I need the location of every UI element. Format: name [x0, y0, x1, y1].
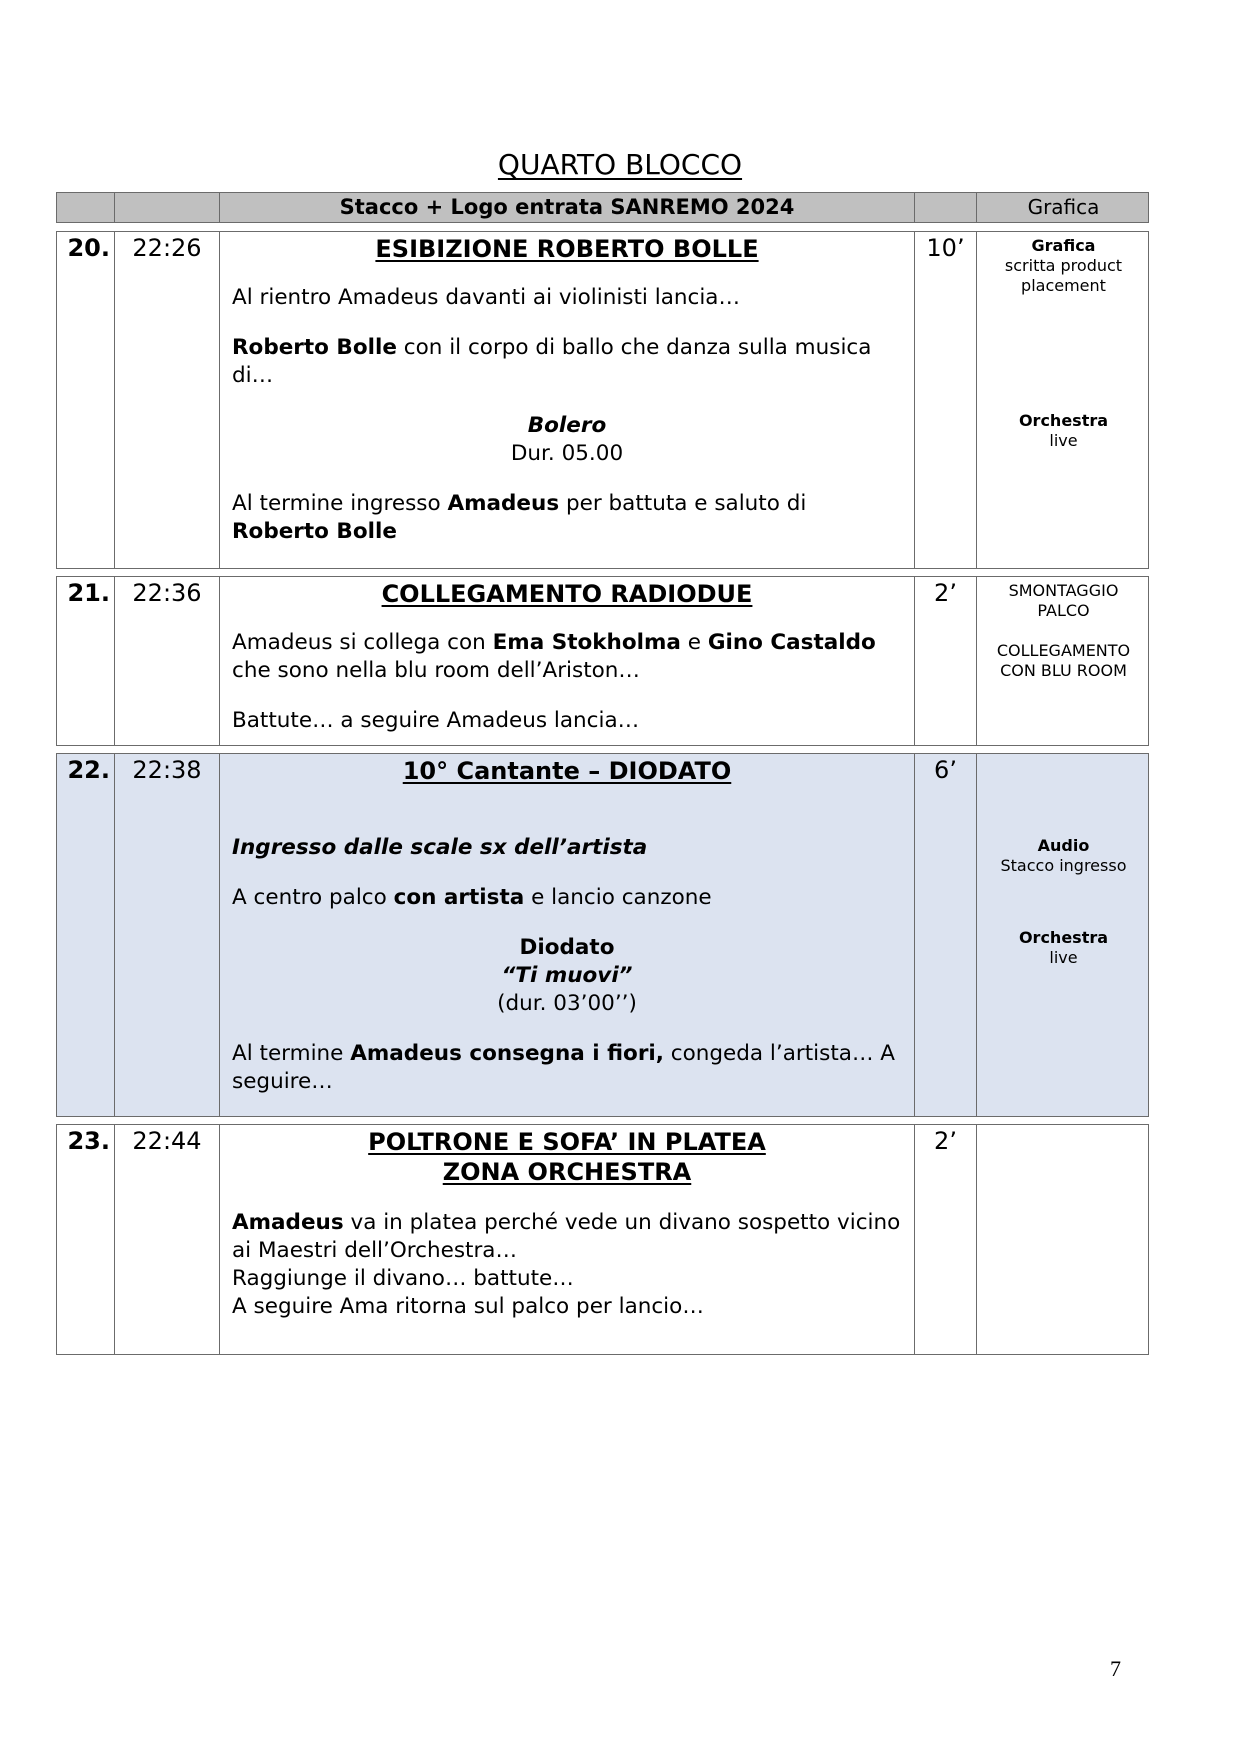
- text: con il corpo di ballo che danza sulla musica di…: [232, 335, 872, 388]
- text: che sono nella blu room dell’Ariston…: [232, 658, 640, 683]
- note-text: scritta product placement: [1004, 256, 1123, 295]
- row-content: [220, 577, 915, 745]
- row-notes: [977, 754, 1150, 1116]
- row-heading: ESIBIZIONE ROBERTO BOLLE: [375, 235, 759, 263]
- guest-name: Gino Castaldo: [707, 630, 876, 655]
- row-line: [232, 629, 902, 685]
- row-duration: 2’: [915, 1125, 977, 1354]
- row-line: [232, 1040, 902, 1096]
- row-notes: [977, 1125, 1150, 1354]
- song-title: Bolero: [527, 413, 607, 438]
- note-label: Audio: [1037, 836, 1090, 855]
- table-row: [56, 1124, 1149, 1355]
- text: Al termine: [232, 1041, 351, 1066]
- row-line: Al rientro Amadeus davanti ai violinisti lancia…: [232, 285, 740, 310]
- row-content: [220, 232, 915, 568]
- song-duration: Dur. 05.00: [510, 441, 624, 466]
- text: va in platea perché vede un divano sospetto vicino ai Maestri dell’Orchestra…: [232, 1210, 901, 1263]
- text-bold: Amadeus consegna i fiori,: [350, 1041, 664, 1066]
- row-heading-line2: ZONA ORCHESTRA: [442, 1158, 692, 1186]
- row-content: [220, 1125, 915, 1354]
- row-notes: [977, 577, 1150, 745]
- note-label: Orchestra: [1018, 411, 1109, 430]
- text: per battuta e saluto di: [559, 491, 807, 516]
- text: e lancio canzone: [524, 885, 712, 910]
- page-number: 7: [1110, 1656, 1121, 1681]
- note-text: SMONTAGGIO PALCO: [1008, 581, 1119, 620]
- table-row: [56, 576, 1149, 746]
- note-label: Orchestra: [1018, 928, 1109, 947]
- row-line: Ingresso dalle scale sx dell’artista: [232, 835, 648, 860]
- note-text: COLLEGAMENTO CON BLU ROOM: [996, 641, 1131, 680]
- row-duration: 10’: [915, 232, 977, 568]
- header-cell-main: Stacco + Logo entrata SANREMO 2024: [220, 193, 915, 222]
- guest-name: Ema Stokholma: [492, 630, 681, 655]
- row-number: 21.: [57, 577, 115, 745]
- text: Al termine ingresso: [232, 491, 448, 516]
- row-number: 22.: [57, 754, 115, 1116]
- header-cell-duration: [915, 193, 977, 222]
- note-text: live: [1049, 431, 1078, 450]
- artist-name: Diodato: [519, 935, 615, 960]
- row-line: A seguire Ama ritorna sul palco per lancio…: [232, 1294, 704, 1319]
- header-row: [56, 192, 1149, 223]
- row-number: 23.: [57, 1125, 115, 1354]
- table-row: [56, 753, 1149, 1117]
- host-name: Amadeus: [447, 491, 560, 516]
- text-bold: con artista: [393, 885, 525, 910]
- note-text: live: [1049, 948, 1078, 967]
- text: congeda l’artista… A seguire…: [232, 1041, 895, 1094]
- row-line: [232, 334, 902, 390]
- header-cell-notes: Grafica: [1027, 195, 1100, 219]
- row-heading: COLLEGAMENTO RADIODUE: [381, 580, 753, 608]
- row-heading: POLTRONE E SOFA’ IN PLATEA: [368, 1128, 766, 1156]
- row-content: [220, 754, 915, 1116]
- row-line: [232, 884, 902, 912]
- performer-name: Roberto Bolle: [232, 335, 397, 360]
- song-title: “Ti muovi”: [501, 963, 633, 988]
- row-duration: 6’: [915, 754, 977, 1116]
- row-time: 22:44: [115, 1125, 220, 1354]
- row-number: 20.: [57, 232, 115, 568]
- text: A centro palco: [232, 885, 394, 910]
- note-label: Grafica: [1031, 236, 1096, 255]
- host-name: Amadeus: [232, 1210, 344, 1235]
- performer-name: Roberto Bolle: [232, 519, 397, 544]
- text: e: [680, 630, 708, 655]
- row-time: 22:38: [115, 754, 220, 1116]
- row-time: 22:36: [115, 577, 220, 745]
- row-time: 22:26: [115, 232, 220, 568]
- song-duration: (dur. 03’00’’): [497, 991, 637, 1016]
- row-line: [232, 1209, 902, 1265]
- note-text: Stacco ingresso: [1000, 856, 1127, 875]
- text: Amadeus si collega con: [232, 630, 493, 655]
- row-line: Battute… a seguire Amadeus lancia…: [232, 708, 640, 733]
- header-cell-time: [115, 193, 220, 222]
- row-notes: [977, 232, 1150, 568]
- row-duration: 2’: [915, 577, 977, 745]
- row-line: Raggiunge il divano… battute…: [232, 1266, 574, 1291]
- header-cell-num: [57, 193, 115, 222]
- block-title: QUARTO BLOCCO: [497, 148, 743, 181]
- table-row: [56, 231, 1149, 569]
- row-line: [232, 490, 902, 546]
- row-heading: 10° Cantante – DIODATO: [402, 757, 732, 785]
